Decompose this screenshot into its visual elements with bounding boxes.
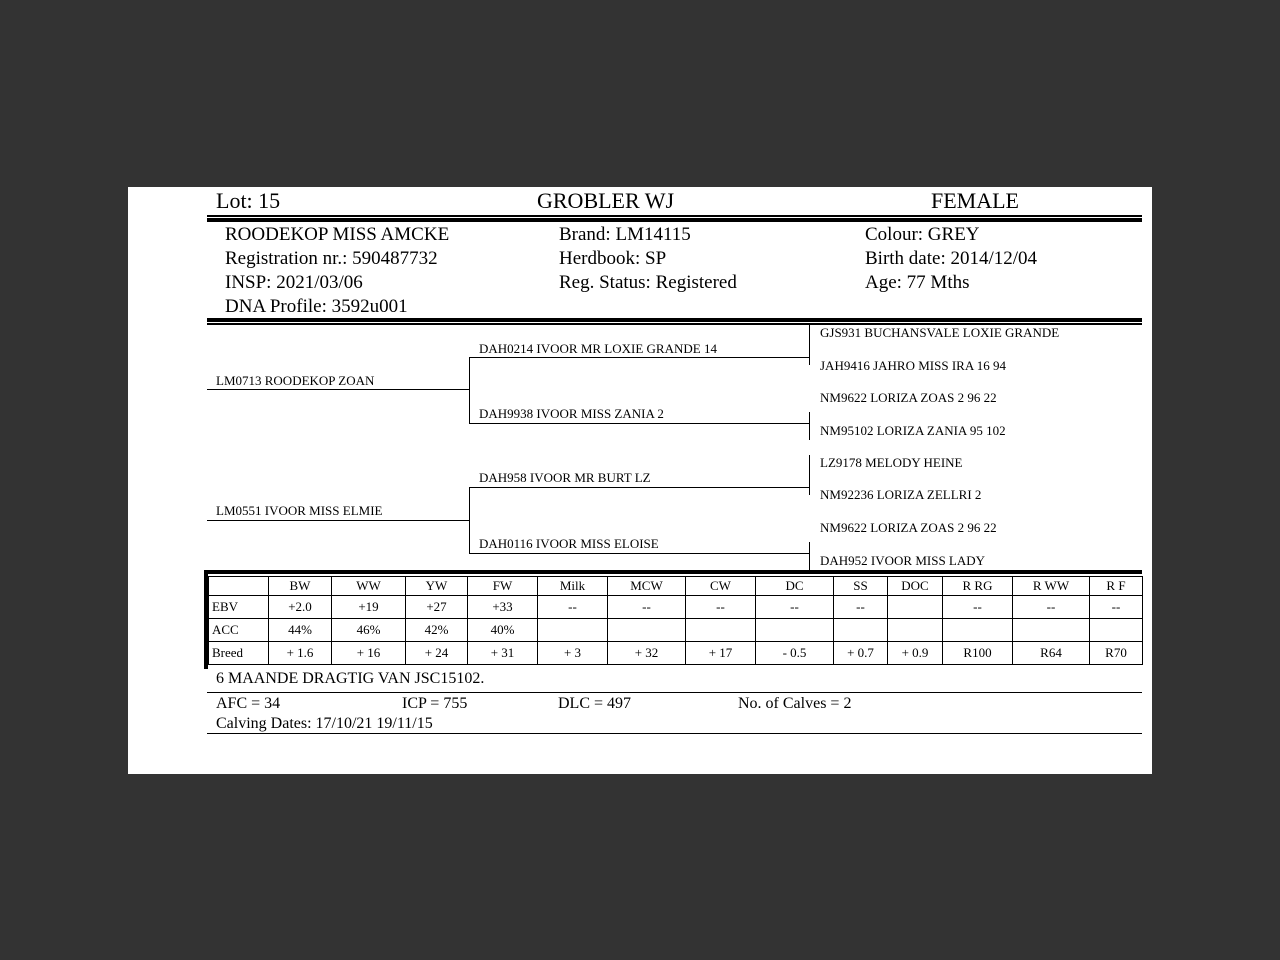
breed-cell: + 1.6 [269,642,332,665]
dam-line [207,520,470,521]
age: Age: 77 Mths [865,272,970,293]
acc-cell [538,619,608,642]
colour: Colour: GREY [865,224,980,245]
g3-bracket-2 [809,412,810,440]
header-rule-thick [207,218,1142,222]
ebv-header-cell: WW [332,577,406,596]
acc-cell: 46% [332,619,406,642]
acc-row [209,619,1143,642]
acc-cell [1090,619,1143,642]
calving-dates: Calving Dates: 17/10/21 19/11/15 [216,715,433,732]
ebv-top-rule [204,570,1142,574]
sire-dam-line [469,423,810,424]
pedigree-dam: LM0551 IVOOR MISS ELMIE [216,503,383,518]
ebv-header-cell: MCW [608,577,686,596]
ebv-header-cell: CW [686,577,756,596]
pedigree-sire: LM0713 ROODEKOP ZOAN [216,373,375,388]
dam-sire-line [469,487,810,488]
dlc-value: DLC = 497 [558,695,632,712]
sire-bracket [469,357,470,424]
pedigree-g3-6: NM92236 LORIZA ZELLRI 2 [820,487,982,502]
pedigree-dam-sire: DAH958 IVOOR MR BURT LZ [479,470,651,485]
pregnancy-note: 6 MAANDE DRAGTIG VAN JSC15102. [216,670,485,687]
ebv-header-cell [209,577,269,596]
pedigree-sire-dam: DAH9938 IVOOR MISS ZANIA 2 [479,406,664,421]
ebv-cell: -- [756,596,834,619]
birth-date: Birth date: 2014/12/04 [865,248,1038,269]
acc-cell: 42% [406,619,468,642]
breed-cell: + 31 [468,642,538,665]
ebv-header-cell: R F [1090,577,1143,596]
ebv-cell: +33 [468,596,538,619]
ebv-cell: -- [1090,596,1143,619]
breed-cell: + 24 [406,642,468,665]
breed-cell: + 32 [608,642,686,665]
header-rule-thin [207,215,1142,217]
owner-name: GROBLER WJ [537,188,675,213]
herdbook: Herdbook: SP [559,248,667,269]
pedigree-sire-sire: DAH0214 IVOOR MR LOXIE GRANDE 14 [479,341,717,356]
pedigree-g3-4: NM95102 LORIZA ZANIA 95 102 [820,423,1006,438]
pedigree-g3-2: JAH9416 JAHRO MISS IRA 16 94 [820,358,1006,373]
sire-sire-line [469,357,810,358]
lot-number: Lot: 15 [216,188,281,213]
brand: Brand: LM14115 [559,224,691,245]
ebv-header-row [209,577,1143,596]
ebv-header-cell: R RG [943,577,1013,596]
registration-number: Registration nr.: 590487732 [225,248,438,269]
info-rule-thick [207,318,1142,322]
breed-cell: R100 [943,642,1013,665]
breed-cell: + 16 [332,642,406,665]
ebv-header-cell: BW [269,577,332,596]
ebv-cell: -- [834,596,888,619]
ebv-cell: +27 [406,596,468,619]
insp-date: INSP: 2021/03/06 [225,272,363,293]
ebv-table [208,576,1143,665]
acc-cell [834,619,888,642]
ebv-header-cell: DOC [888,577,943,596]
breed-cell: R70 [1090,642,1143,665]
pedigree-g3-5: LZ9178 MELODY HEINE [820,455,963,470]
pedigree-g3-1: GJS931 BUCHANSVALE LOXIE GRANDE [820,325,1060,340]
ebv-cell: -- [538,596,608,619]
breed-cell: + 3 [538,642,608,665]
ebv-row-label: EBV [209,596,269,619]
ebv-cell: +2.0 [269,596,332,619]
breed-cell: + 17 [686,642,756,665]
ebv-cell: -- [1013,596,1090,619]
acc-cell [943,619,1013,642]
acc-cell [888,619,943,642]
pedigree-g3-3: NM9622 LORIZA ZOAS 2 96 22 [820,390,997,405]
g3-bracket-3 [809,455,810,495]
sire-line [207,389,470,390]
pedigree-g3-8: DAH952 IVOOR MISS LADY [820,553,986,568]
breed-cell: + 0.9 [888,642,943,665]
breed-cell: - 0.5 [756,642,834,665]
acc-row-label: ACC [209,619,269,642]
breed-cell: R64 [1013,642,1090,665]
breed-row-label: Breed [209,642,269,665]
ebv-cell: -- [686,596,756,619]
g3-bracket-4 [809,542,810,570]
ebv-cell: +19 [332,596,406,619]
calves-count: No. of Calves = 2 [738,695,852,712]
ebv-cell: -- [943,596,1013,619]
acc-cell [608,619,686,642]
catalogue-sheet [128,187,1152,774]
breed-row [209,642,1143,665]
ebv-header-cell: SS [834,577,888,596]
ebv-header-cell: YW [406,577,468,596]
dna-profile: DNA Profile: 3592u001 [225,296,408,317]
dam-bracket [469,487,470,554]
ebv-cell [888,596,943,619]
acc-cell [686,619,756,642]
afc-value: AFC = 34 [216,695,281,712]
acc-cell: 44% [269,619,332,642]
animal-name: ROODEKOP MISS AMCKE [225,224,450,245]
pedigree-g3-7: NM9622 LORIZA ZOAS 2 96 22 [820,520,997,535]
notes-divider [207,692,1142,693]
ebv-header-cell: Milk [538,577,608,596]
pedigree-dam-dam: DAH0116 IVOOR MISS ELOISE [479,536,659,551]
reg-status: Reg. Status: Registered [559,272,737,293]
ebv-cell: -- [608,596,686,619]
acc-cell [756,619,834,642]
acc-cell [1013,619,1090,642]
g3-bracket-1 [809,325,810,365]
icp-value: ICP = 755 [402,695,468,712]
ebv-header-cell: FW [468,577,538,596]
acc-cell: 40% [468,619,538,642]
dam-dam-line [469,553,810,554]
ebv-header-cell: DC [756,577,834,596]
sex-label: FEMALE [931,188,1019,213]
bottom-rule [207,733,1142,734]
ebv-header-cell: R WW [1013,577,1090,596]
breed-cell: + 0.7 [834,642,888,665]
ebv-row [209,596,1143,619]
